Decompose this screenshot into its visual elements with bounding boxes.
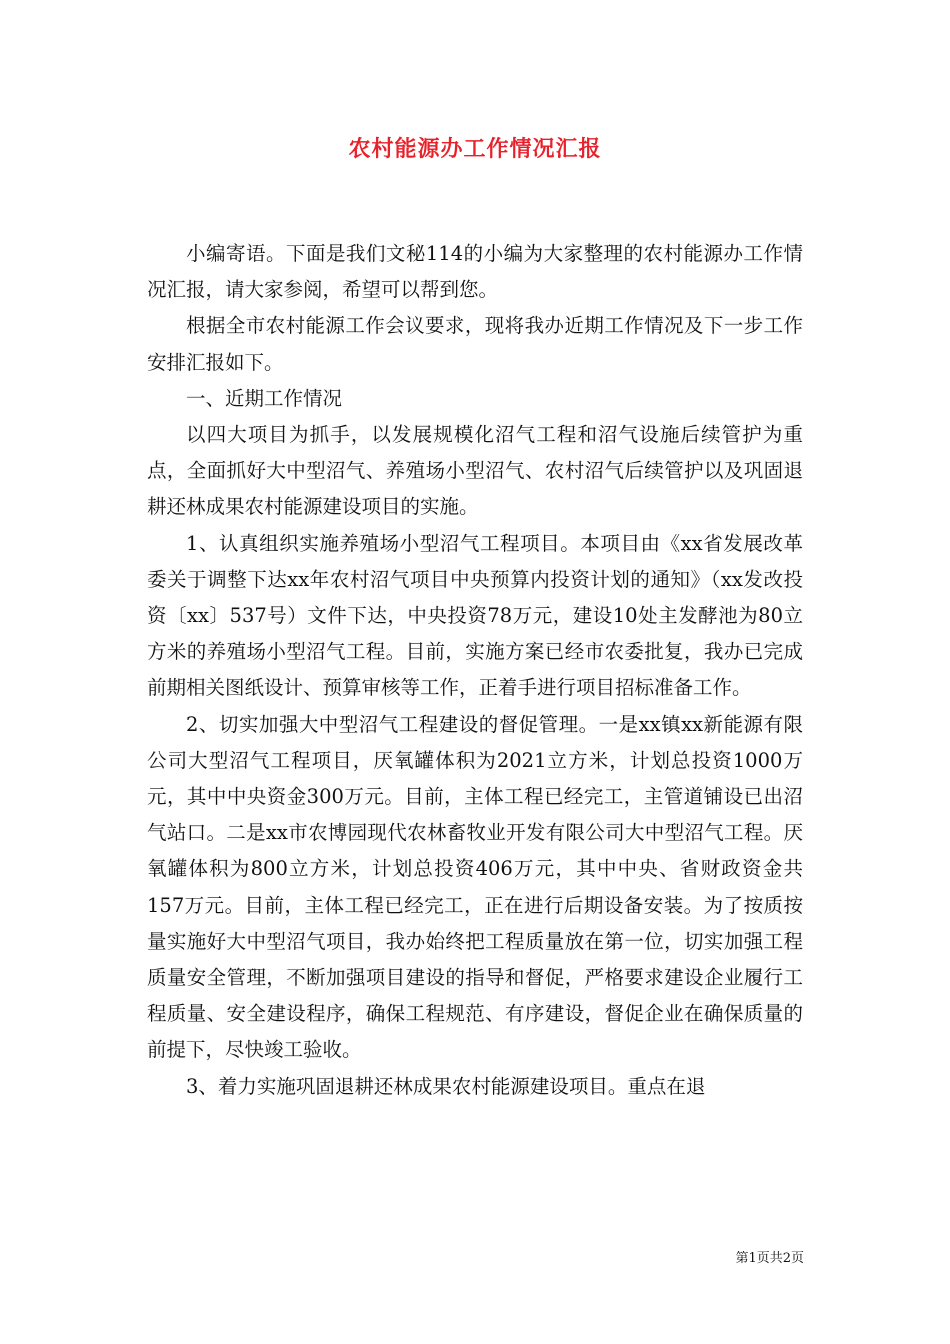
- paragraph-item-2: 2、切实加强大中型沼气工程建设的督促管理。一是xx镇xx新能源有限公司大型沼气工程项目，厌氧罐体积为2021立方米，计划总投资1000万元，其中中央资金300万元。目前，主体工程已经完工，主管道铺设已出沼气站口。二是xx市农博园现代农林畜牧业开发有限公司大中型沼气工程。厌氧罐体积为800立方米，计划总投资406万元，其中中央、省财政资金共157万元。目前，主体工程已经完工，正在进行后期设备安装。为了按质按量实施好大中型沼气项目，我办始终把工程质量放在第一位，切实加强工程质量安全管理，不断加强项目建设的指导和督促，严格要求建设企业履行工程质量、安全建设程序，确保工程规范、有序建设，督促企业在确保质量的前提下，尽快竣工验收。: [147, 712, 803, 1062]
- document-body: [147, 236, 803, 1105]
- page-number: 第1页共2页: [735, 1251, 804, 1266]
- section-heading: 一、近期工作情况: [186, 386, 343, 410]
- paragraph-overview: 以四大项目为抓手，以发展规模化沼气工程和沼气设施后续管护为重点，全面抓好大中型沼气、养殖场小型沼气、农村沼气后续管护以及巩固退耕还林成果农村能源建设项目的实施。: [147, 423, 803, 519]
- paragraph-intro: 小编寄语。下面是我们文秘114的小编为大家整理的农村能源办工作情况汇报，请大家参阅，希望可以帮到您。: [147, 242, 803, 302]
- paragraph-item-3: 3、着力实施巩固退耕还林成果农村能源建设项目。重点在退: [186, 1074, 706, 1098]
- document-title: 农村能源办工作情况汇报: [348, 136, 602, 162]
- paragraph-item-1: 1、认真组织实施养殖场小型沼气工程项目。本项目由《xx省发展改革委关于调整下达xx年农村沼气项目中央预算内投资计划的通知》（xx发改投资〔xx〕537号）文件下达，中央投资78万元，建设10处主发酵池为80立方米的养殖场小型沼气工程。目前，实施方案已经市农委批复，我办已完成前期相关图纸设计、预算审核等工作，正着手进行项目招标准备工作。: [147, 531, 803, 700]
- paragraph-preface: 根据全市农村能源工作会议要求，现将我办近期工作情况及下一步工作安排汇报如下。: [147, 314, 803, 374]
